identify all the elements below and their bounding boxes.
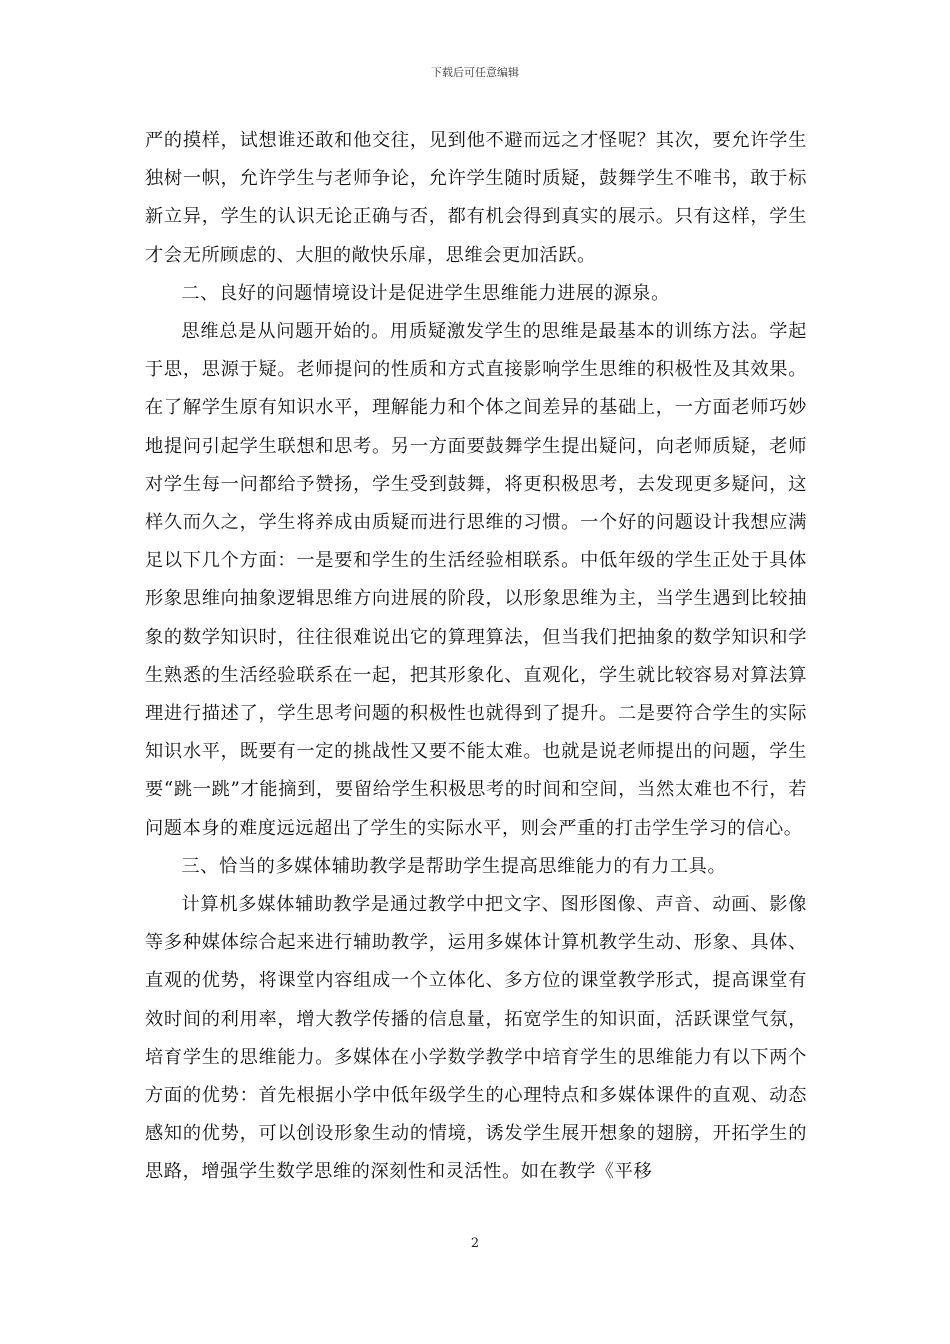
section-heading-3: 三、恰当的多媒体辅助教学是帮助学生提高思维能力的有力工具。	[181, 855, 727, 877]
section-heading-2: 二、良好的问题情境设计是促进学生思维能力进展的源泉。	[181, 282, 670, 304]
page-number: 2	[470, 1236, 480, 1251]
page-header: 下载后可任意编辑	[431, 66, 519, 79]
paragraph-multimedia: 计算机多媒体辅助教学是通过教学中把文字、图形图像、声音、动画、影像等多种媒体综合起来进行辅助教学，运用多媒体计算机教学生动、形象、具体、直观的优势，将课堂内容组成一个立体化、多方位的课堂教学形式，提高课堂有效时间的利用率，增大教学传播的信息量，拓宽学生的知识面，活跃课堂气氛，培育学生的思维能力。多媒体在小学数学教学中培育学生的思维能力有以下两个方面的优势：首先根据小学中低年级学生的心理特点和多媒体课件的直观、动态感知的优势，可以创设形象生动的情境，诱发学生展开想象的翅膀，开拓学生的思路，增强学生数学思维的深刻性和灵活性。如在教学《平移	[145, 894, 807, 1183]
paragraph-questioning: 思维总是从问题开始的。用质疑激发学生的思维是最基本的训练方法。学起于思，思源于疑。老师提问的性质和方式直接影响学生思维的积极性及其效果。在了解学生原有知识水平，理解能力和个体之间差异的基础上，一方面老师巧妙地提问引起学生联想和思考。另一方面要鼓舞学生提出疑问，向老师质疑，老师对学生每一问都给予赞扬，学生受到鼓舞，将更积极思考，去发现更多疑问，这样久而久之，学生将养成由质疑而进行思维的习惯。一个好的问题设计我想应满足以下几个方面：一是要和学生的生活经验相联系。中低年级的学生正处于具体形象思维向抽象逻辑思维方向进展的阶段，以形象思维为主，当学生遇到比较抽象的数学知识时，往往很难说出它的算理算法，但当我们把抽象的数学知识和学生熟悉的生活经验联系在一起，把其形象化、直观化，学生就比较容易对算法算理进行描述了，学生思考问题的积极性也就得到了提升。二是要符合学生的实际知识水平，既要有一定的挑战性又要不能太难。也就是说老师提出的问题，学生要“跳一跳”才能摘到，要留给学生积极思考的时间和空间，当然太难也不行，若问题本身的难度远远超出了学生的实际水平，则会严重的打击学生学习的信心。	[145, 321, 807, 839]
document-body	[145, 122, 807, 1192]
paragraph-continuation: 严的摸样，试想谁还敢和他交往，见到他不避而远之才怪呢？其次，要允许学生独树一帜，允许学生与老师争论，允许学生随时质疑，鼓舞学生不唯书，敢于标新立异，学生的认识无论正确与否，都有机会得到真实的展示。只有这样，学生才会无所顾虑的、大胆的敞快乐扉，思维会更加活跃。	[145, 130, 807, 266]
